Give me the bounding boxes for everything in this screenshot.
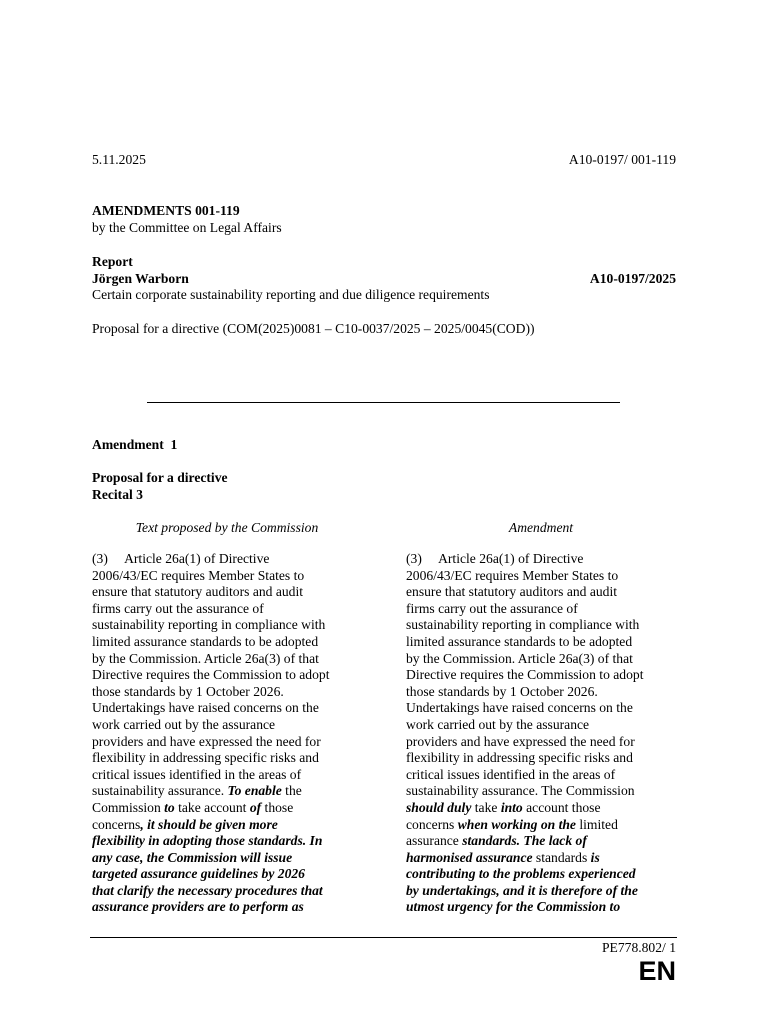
text-line (92, 601, 372, 618)
text-run: limited (575, 816, 618, 832)
amended-text-run: , it should be given more (140, 816, 278, 832)
amended-text-run: when working on the (457, 816, 576, 832)
text-run: providers and have expressed the need for (92, 733, 321, 749)
text-line (92, 700, 372, 717)
amendment-proposal-label: Proposal for a directive (92, 470, 228, 485)
amended-text-run: flexibility in adopting those standards. In (92, 833, 323, 849)
text-line (406, 684, 686, 701)
text-run: by the Commission. Article 26a(3) of that (406, 650, 633, 666)
text-run: take (471, 799, 501, 815)
text-line (406, 551, 686, 568)
header-doc-ref: A10-0197/ 001-119 (568, 152, 676, 167)
text-line (406, 866, 686, 883)
text-line (406, 850, 686, 867)
text-line (406, 617, 686, 634)
text-line (92, 750, 372, 767)
text-run: by the Commission. Article 26a(3) of that (92, 650, 319, 666)
amended-text-run: standards. The lack of (462, 833, 587, 849)
text-line (406, 767, 686, 784)
text-run: Commission (92, 799, 165, 815)
text-run: (3) Article 26a(1) of Directive (92, 551, 270, 566)
text-run: concerns (92, 816, 141, 832)
text-line (406, 568, 686, 585)
text-line (406, 601, 686, 618)
text-line (92, 734, 372, 751)
text-run: assurance (406, 833, 463, 849)
text-run: limited assurance standards to be adopted (406, 633, 633, 649)
text-run: take account (174, 799, 250, 815)
text-line (92, 584, 372, 601)
text-line (92, 817, 372, 834)
text-line (406, 800, 686, 817)
text-line (92, 551, 372, 568)
text-run: sustainability reporting in compliance with (406, 617, 640, 633)
text-run: firms carry out the assurance of (406, 600, 578, 616)
report-subject: Certain corporate sustainability reporting and due diligence requirements (92, 287, 490, 302)
text-line (92, 651, 372, 668)
amended-text-run: utmost urgency for the Commission to (406, 899, 621, 915)
text-line (92, 767, 372, 784)
amendments-title: AMENDMENTS 001-119 (92, 203, 240, 218)
amended-text-run: targeted assurance guidelines by 2026 (92, 866, 305, 882)
footer-rule (90, 937, 677, 938)
text-line (92, 667, 372, 684)
amended-text-run: harmonised assurance (406, 849, 533, 865)
text-line (92, 883, 372, 900)
amended-text-run: is (590, 849, 600, 865)
text-line (406, 833, 686, 850)
text-line (92, 866, 372, 883)
amended-text-run: assurance providers are to perform as (92, 899, 304, 915)
amended-text-run: into (500, 799, 523, 815)
text-run: 2006/43/EC requires Member States to (406, 567, 619, 583)
text-run: 2006/43/EC requires Member States to (92, 567, 305, 583)
text-run: Undertakings have raised concerns on the (92, 700, 319, 716)
text-run: Directive requires the Commission to adopt (406, 667, 644, 683)
text-run: critical issues identified in the areas of (92, 766, 302, 782)
section-divider (147, 402, 620, 403)
header-date: 5.11.2025 (92, 152, 146, 167)
col-right-header: Amendment (508, 520, 574, 535)
text-line (406, 667, 686, 684)
text-line (406, 899, 686, 916)
text-run: those standards by 1 October 2026. (92, 683, 284, 699)
amendments-committee: by the Committee on Legal Affairs (92, 220, 282, 235)
report-proposal: Proposal for a directive (COM(2025)0081 – C10-0037/2025 – 2025/0045(COD)) (92, 321, 535, 336)
text-run: account those (522, 799, 601, 815)
amended-text-run: by undertakings, and it is therefore of the (406, 882, 638, 898)
text-line (406, 717, 686, 734)
text-run: ensure that statutory auditors and audit (92, 584, 304, 600)
text-run: flexibility in addressing specific risks and (92, 750, 319, 766)
text-line (92, 850, 372, 867)
amendment-recital: Recital 3 (92, 487, 143, 502)
amendment-title: Amendment 1 (92, 437, 178, 452)
text-line (406, 700, 686, 717)
footer-language-badge: EN (638, 956, 676, 986)
text-line (406, 783, 686, 800)
text-line (406, 883, 686, 900)
text-run: flexibility in addressing specific risks and (406, 750, 633, 766)
text-run: those standards by 1 October 2026. (406, 683, 598, 699)
col-left-text (92, 551, 372, 916)
text-line (406, 817, 686, 834)
text-run: those (261, 799, 294, 815)
text-run: critical issues identified in the areas of (406, 766, 616, 782)
text-line (406, 651, 686, 668)
text-line (92, 568, 372, 585)
text-run: work carried out by the assurance (92, 716, 276, 732)
text-line (92, 783, 372, 800)
text-run: ensure that statutory auditors and audit (406, 584, 618, 600)
text-line (406, 750, 686, 767)
text-line (406, 734, 686, 751)
text-line (92, 634, 372, 651)
amended-text-run: any case, the Commission will issue (92, 849, 293, 865)
text-line (92, 717, 372, 734)
text-line (92, 684, 372, 701)
report-label: Report (92, 254, 133, 269)
text-run: Directive requires the Commission to adopt (92, 667, 330, 683)
text-run: Undertakings have raised concerns on the (406, 700, 633, 716)
text-run: concerns (406, 816, 458, 832)
amended-text-run: contributing to the problems experienced (406, 866, 636, 882)
text-run: sustainability assurance. The Commission (406, 783, 635, 799)
report-rapporteur: Jörgen Warborn (92, 271, 189, 286)
text-line (92, 800, 372, 817)
text-run: sustainability assurance. (92, 783, 228, 799)
text-line (92, 899, 372, 916)
report-number: A10-0197/2025 (589, 271, 676, 286)
text-line (92, 617, 372, 634)
text-run: firms carry out the assurance of (92, 600, 264, 616)
amended-text-run: to (164, 799, 175, 815)
amended-text-run: that clarify the necessary procedures that (92, 882, 323, 898)
text-run: standards (532, 849, 591, 865)
amended-text-run: of (249, 799, 262, 815)
text-run: the (281, 783, 302, 799)
text-run: (3) Article 26a(1) of Directive (406, 551, 584, 566)
text-run: limited assurance standards to be adopted (92, 633, 319, 649)
col-left-header: Text proposed by the Commission (135, 520, 319, 535)
text-line (92, 833, 372, 850)
text-run: sustainability reporting in compliance with (92, 617, 326, 633)
amended-text-run: should duly (406, 799, 472, 815)
col-right-text (406, 551, 686, 916)
footer-pe-ref: PE778.802/ 1 (601, 940, 676, 955)
text-line (406, 584, 686, 601)
text-run: work carried out by the assurance (406, 716, 590, 732)
text-run: providers and have expressed the need for (406, 733, 635, 749)
text-line (406, 634, 686, 651)
amended-text-run: To enable (227, 783, 282, 799)
